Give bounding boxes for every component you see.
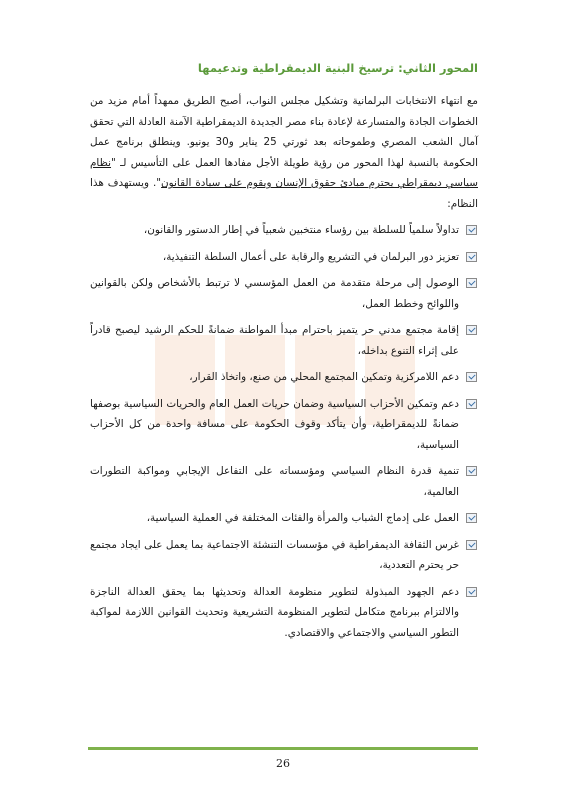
checkbox-icon bbox=[466, 225, 477, 235]
list-item-text: تعزيز دور البرلمان في التشريع والرقابة على أعمال السلطة التنفيذية، bbox=[162, 250, 459, 263]
objectives-list bbox=[90, 220, 478, 649]
checkbox-icon bbox=[466, 372, 477, 382]
footer-divider bbox=[88, 747, 478, 750]
checkbox-icon bbox=[466, 325, 477, 335]
list-item-text: دعم اللامركزية وتمكين المجتمع المحلي من صنع، واتخاذ القرار، bbox=[189, 371, 459, 383]
list-item bbox=[90, 367, 478, 388]
list-item-text: دعم الجهود المبذولة لتطوير منظومة العدالة وتحديثها بما يحقق العدالة الناجزة والالتزام ببرنامج متكامل لتطوير المنظومة التشريعية وتحديث القوانين اللازمة لمواكبة التطور السياسي والاجتماعي والاقتصادي. bbox=[90, 585, 459, 639]
list-item bbox=[90, 220, 478, 241]
list-item bbox=[90, 508, 478, 529]
list-item bbox=[90, 320, 478, 361]
list-item-text: غرس الثقافة الديمقراطية في مؤسسات التنشئة الاجتماعية بما يعمل على ايجاد مجتمع حر يحترم التعددية، bbox=[90, 538, 459, 571]
list-item bbox=[90, 535, 478, 576]
intro-text: مع انتهاء الانتخابات البرلمانية وتشكيل مجلس النواب، أصبح الطريق ممهداً أمام مزيد من الخطوات الجادة والمتسارعة لإعادة بناء مصر الجديدة الديمقراطية الآمنة العادلة التي تحقق آمال الشعب المصري وطموحاته بعد ثورتي 25 يناير و30 يونيو. وينطلق برنامج عمل الحكومة بالنسبة لهذا المحور من رؤية طويلة الأجل مفادها العمل على التأسيس لـ " bbox=[90, 95, 478, 169]
checkbox-icon bbox=[466, 278, 477, 288]
checkbox-icon bbox=[466, 587, 477, 597]
list-item bbox=[90, 394, 478, 456]
list-item-text: دعم وتمكين الأحزاب السياسية وضمان حريات العمل العام والحريات السياسية بوصفها ضمانةً للديمقراطية، وأن يتأكد وقوف الحكومة على مسافة واحدة من كل الأحزاب السياسية، bbox=[90, 397, 459, 451]
list-item-text: تنمية قدرة النظام السياسي ومؤسساته على التفاعل الإيجابي ومواكبة التطورات العالمية، bbox=[90, 465, 459, 498]
checkbox-icon bbox=[466, 252, 477, 262]
list-item bbox=[90, 247, 478, 268]
section-heading: المحور الثاني: ترسيخ البنية الديمقراطية وتدعيمها bbox=[197, 61, 478, 75]
intro-paragraph bbox=[90, 91, 478, 214]
list-item bbox=[90, 273, 478, 314]
list-item bbox=[90, 461, 478, 502]
checkbox-icon bbox=[466, 513, 477, 523]
list-item-text: العمل على إدماج الشباب والمرأة والفئات المختلفة في العملية السياسية، bbox=[146, 512, 459, 524]
intro-underlined-phrase: نظام سياسي ديمقراطي يحترم مبادئ حقوق الإنسان ويقوم على سيادة القانون bbox=[90, 156, 478, 190]
checkbox-icon bbox=[466, 540, 477, 550]
list-item-text: الوصول إلى مرحلة متقدمة من العمل المؤسسي لا ترتبط بالأشخاص ولكن بالقوانين واللوائح وخطط العمل، bbox=[90, 277, 459, 310]
intro-closing: ". ويستهدف هذا النظام: bbox=[90, 177, 478, 210]
list-item-text: إقامة مجتمع مدني حر يتميز باحترام مبدأ المواطنة ضمانةً للحكم الرشيد ليصبح قادراً على إثراء التنوع بداخله، bbox=[90, 324, 459, 357]
list-item bbox=[90, 582, 478, 644]
checkbox-icon bbox=[466, 466, 477, 476]
page-number: 26 bbox=[276, 757, 290, 770]
list-item-text: تداولاً سلمياً للسلطة بين رؤساء منتخبين شعبياً في إطار الدستور والقانون، bbox=[143, 224, 459, 236]
checkbox-icon bbox=[466, 399, 477, 409]
